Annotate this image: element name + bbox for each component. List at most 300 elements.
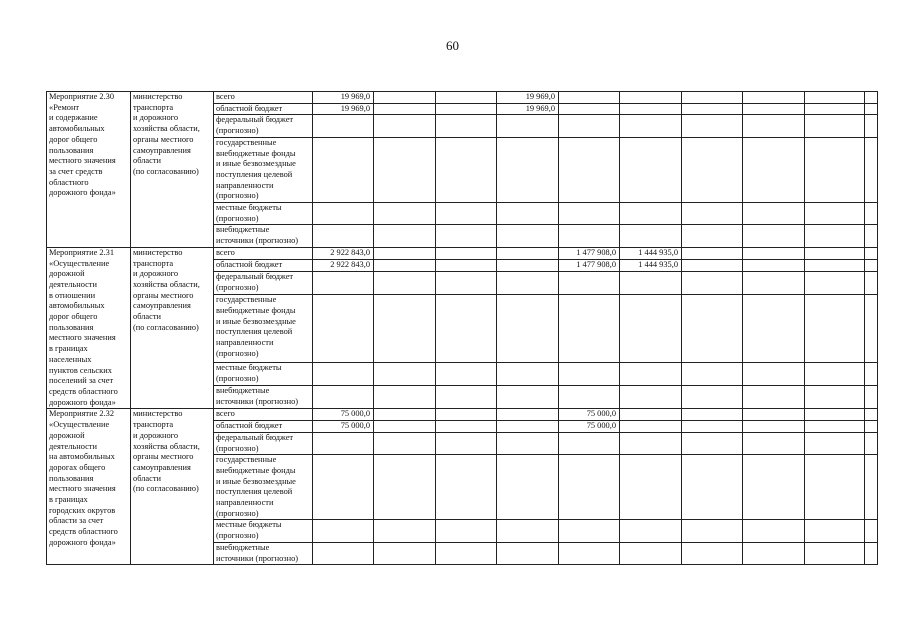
- value-cell-y2024: 75 000,0: [559, 409, 620, 421]
- value-cell-y2025: [620, 203, 682, 225]
- empty-cell: [865, 432, 878, 454]
- value-cell-y2025: [620, 432, 682, 454]
- value-cell-y2022: [436, 103, 497, 115]
- value-cell-y2025: [620, 421, 682, 433]
- empty-cell: [743, 520, 805, 542]
- funding-source-cell-line: областной бюджет: [216, 103, 283, 113]
- funding-source-cell-line: (прогнозно): [216, 126, 259, 136]
- empty-cell: [805, 103, 865, 115]
- event-name-cell-line: и содержание: [49, 113, 98, 123]
- empty-cell: [682, 520, 743, 542]
- event-name-cell-line: областного: [49, 177, 89, 187]
- value-cell-y2025: [620, 542, 682, 564]
- empty-cell: [865, 409, 878, 421]
- event-name-cell-line: средств областного: [49, 386, 118, 396]
- executor-cell-line: и дорожного: [133, 269, 179, 279]
- empty-cell: [805, 203, 865, 225]
- value-cell-y2022: [436, 409, 497, 421]
- event-name-cell-line: «Осуществление: [49, 420, 110, 430]
- event-name-cell-line: населенных: [49, 354, 92, 364]
- funding-source-cell: [214, 259, 313, 271]
- funding-source-cell: [214, 272, 313, 295]
- empty-cell: [682, 432, 743, 454]
- value-cell-y2022: [436, 115, 497, 137]
- funding-source-cell-line: государственные: [216, 137, 277, 147]
- empty-cell: [682, 92, 743, 104]
- table-row: [47, 247, 878, 259]
- executor-cell-line: самоуправления: [133, 301, 191, 311]
- value-cell-total: [313, 295, 374, 363]
- value-cell-y2022: [436, 203, 497, 225]
- funding-source-cell-line: федеральный бюджет: [216, 272, 294, 282]
- empty-cell: [682, 421, 743, 433]
- empty-cell: [805, 259, 865, 271]
- value-cell-y2021: [374, 92, 436, 104]
- value-cell-y2023: [497, 409, 559, 421]
- empty-cell: [743, 455, 805, 520]
- value-cell-y2023: [497, 203, 559, 225]
- empty-cell: [865, 272, 878, 295]
- funding-source-cell-line: государственные: [216, 455, 277, 465]
- funding-source-cell-line: внебюджетные фонды: [216, 306, 296, 316]
- funding-source-cell: [214, 295, 313, 363]
- event-name-cell: [47, 409, 131, 565]
- empty-cell: [682, 542, 743, 564]
- executor-cell-line: транспорта: [133, 420, 174, 430]
- executor-cell-line: транспорта: [133, 102, 174, 112]
- empty-cell: [865, 259, 878, 271]
- value-cell-total: 19 969,0: [313, 103, 374, 115]
- executor-cell-line: хозяйства области,: [133, 279, 200, 289]
- funding-source-cell-line: внебюджетные: [216, 386, 270, 396]
- executor-cell-line: и дорожного: [133, 430, 179, 440]
- value-cell-total: [313, 137, 374, 202]
- event-name-cell-line: пользования: [49, 145, 94, 155]
- value-cell-y2022: [436, 421, 497, 433]
- funding-source-cell-line: внебюджетные: [216, 542, 270, 552]
- executor-cell-line: области: [133, 312, 161, 322]
- empty-cell: [682, 455, 743, 520]
- value-cell-y2023: [497, 115, 559, 137]
- value-cell-y2023: [497, 520, 559, 542]
- event-name-cell-line: в границах: [49, 344, 88, 354]
- value-cell-y2024: [559, 92, 620, 104]
- value-cell-y2024: [559, 137, 620, 202]
- executor-cell-line: министерство: [133, 247, 183, 257]
- value-cell-y2024: [559, 520, 620, 542]
- funding-source-cell-line: (прогнозно): [216, 373, 259, 383]
- value-cell-y2023: [497, 421, 559, 433]
- funding-source-cell: [214, 520, 313, 542]
- value-cell-y2022: [436, 92, 497, 104]
- event-name-cell-line: в границах: [49, 495, 88, 505]
- executor-cell: [131, 247, 214, 409]
- value-cell-y2023: [497, 542, 559, 564]
- empty-cell: [865, 421, 878, 433]
- event-name-cell-line: Мероприятие 2.32: [49, 409, 115, 419]
- event-name-cell-line: области за счет: [49, 516, 104, 526]
- empty-cell: [743, 432, 805, 454]
- empty-cell: [743, 421, 805, 433]
- event-name-cell-line: дорог общего: [49, 134, 98, 144]
- executor-cell-line: транспорта: [133, 258, 174, 268]
- value-cell-total: [313, 272, 374, 295]
- empty-cell: [743, 542, 805, 564]
- funding-source-cell-line: всего: [216, 92, 235, 101]
- funding-source-cell-line: поступления целевой: [216, 169, 293, 179]
- funding-source-cell: [214, 225, 313, 247]
- funding-source-cell: [214, 92, 313, 104]
- value-cell-y2025: [620, 225, 682, 247]
- funding-source-cell-line: поступления целевой: [216, 327, 293, 337]
- value-cell-y2022: [436, 432, 497, 454]
- empty-cell: [743, 272, 805, 295]
- value-cell-total: [313, 432, 374, 454]
- empty-cell: [865, 520, 878, 542]
- empty-cell: [865, 137, 878, 202]
- funding-source-cell-line: (прогнозно): [216, 213, 259, 223]
- value-cell-y2022: [436, 542, 497, 564]
- value-cell-y2021: [374, 455, 436, 520]
- value-cell-y2024: [559, 295, 620, 363]
- funding-source-cell: [214, 137, 313, 202]
- executor-cell-line: (по согласованию): [133, 166, 199, 176]
- empty-cell: [682, 259, 743, 271]
- value-cell-y2021: [374, 432, 436, 454]
- value-cell-y2023: [497, 247, 559, 259]
- empty-cell: [805, 455, 865, 520]
- empty-cell: [865, 455, 878, 520]
- executor-cell: [131, 92, 214, 248]
- empty-cell: [865, 386, 878, 409]
- empty-cell: [865, 92, 878, 104]
- empty-cell: [743, 203, 805, 225]
- value-cell-y2023: [497, 362, 559, 385]
- value-cell-y2022: [436, 386, 497, 409]
- funding-source-cell-line: (прогнозно): [216, 348, 259, 358]
- empty-cell: [743, 103, 805, 115]
- event-name-cell-line: автомобильных: [49, 301, 105, 311]
- value-cell-y2025: [620, 115, 682, 137]
- executor-cell-line: области: [133, 156, 161, 166]
- funding-source-cell-line: областной бюджет: [216, 421, 283, 431]
- funding-source-cell-line: источники (прогнозно): [216, 236, 299, 246]
- funding-source-cell: [214, 203, 313, 225]
- event-name-cell-line: городских округов: [49, 505, 116, 515]
- value-cell-y2024: 75 000,0: [559, 421, 620, 433]
- funding-source-cell: [214, 421, 313, 433]
- empty-cell: [805, 520, 865, 542]
- funding-source-cell-line: внебюджетные фонды: [216, 148, 296, 158]
- empty-cell: [682, 137, 743, 202]
- executor-cell-line: министерство: [133, 92, 183, 101]
- empty-cell: [743, 386, 805, 409]
- funding-source-cell-line: (прогнозно): [216, 191, 259, 201]
- empty-cell: [743, 137, 805, 202]
- event-name-cell-line: Мероприятие 2.31: [49, 247, 115, 257]
- value-cell-y2024: [559, 272, 620, 295]
- empty-cell: [805, 272, 865, 295]
- value-cell-total: 2 922 843,0: [313, 247, 374, 259]
- value-cell-y2022: [436, 137, 497, 202]
- empty-cell: [743, 409, 805, 421]
- funding-source-cell: [214, 103, 313, 115]
- event-name-cell-line: автомобильных: [49, 124, 105, 134]
- funding-source-cell-line: федеральный бюджет: [216, 432, 294, 442]
- value-cell-y2025: [620, 92, 682, 104]
- value-cell-y2022: [436, 225, 497, 247]
- empty-cell: [805, 295, 865, 363]
- value-cell-y2024: [559, 362, 620, 385]
- event-name-cell-line: дорожной: [49, 269, 85, 279]
- value-cell-y2023: [497, 225, 559, 247]
- empty-cell: [743, 295, 805, 363]
- executor-cell-line: и дорожного: [133, 113, 179, 123]
- empty-cell: [865, 115, 878, 137]
- empty-cell: [682, 409, 743, 421]
- executor-cell: [131, 409, 214, 565]
- value-cell-y2024: [559, 432, 620, 454]
- funding-source-cell-line: направленности: [216, 180, 274, 190]
- funding-source-cell-line: источники (прогнозно): [216, 553, 299, 563]
- event-name-cell: [47, 92, 131, 248]
- value-cell-y2025: [620, 386, 682, 409]
- event-name-cell-line: поселений за счет: [49, 376, 114, 386]
- event-name-cell-line: деятельности: [49, 279, 97, 289]
- empty-cell: [865, 247, 878, 259]
- funding-source-cell-line: направленности: [216, 498, 274, 508]
- event-name-cell-line: пунктов сельских: [49, 365, 112, 375]
- empty-cell: [805, 432, 865, 454]
- funding-source-cell: [214, 386, 313, 409]
- funding-source-cell-line: (прогнозно): [216, 282, 259, 292]
- value-cell-y2023: [497, 386, 559, 409]
- value-cell-y2021: [374, 259, 436, 271]
- value-cell-total: [313, 203, 374, 225]
- event-name-cell-line: в отношении: [49, 290, 96, 300]
- value-cell-y2023: [497, 272, 559, 295]
- empty-cell: [743, 115, 805, 137]
- value-cell-y2021: [374, 247, 436, 259]
- event-name-cell-line: дорожного фонда»: [49, 537, 116, 547]
- funding-source-cell-line: и иные безвозмездные: [216, 476, 296, 486]
- value-cell-y2021: [374, 362, 436, 385]
- value-cell-y2024: [559, 203, 620, 225]
- empty-cell: [865, 203, 878, 225]
- value-cell-y2024: 1 477 908,0: [559, 259, 620, 271]
- event-name-cell: [47, 247, 131, 409]
- funding-source-cell: [214, 362, 313, 385]
- value-cell-y2021: [374, 421, 436, 433]
- value-cell-y2024: [559, 542, 620, 564]
- event-name-cell-line: деятельности: [49, 441, 97, 451]
- event-name-cell-line: пользования: [49, 322, 94, 332]
- event-name-cell-line: дорог общего: [49, 312, 98, 322]
- empty-cell: [743, 247, 805, 259]
- funding-source-cell-line: местные бюджеты: [216, 362, 282, 372]
- value-cell-y2025: 1 444 935,0: [620, 259, 682, 271]
- funding-source-cell: [214, 542, 313, 564]
- value-cell-y2023: 19 969,0: [497, 103, 559, 115]
- empty-cell: [682, 362, 743, 385]
- executor-cell-line: органы местного: [133, 290, 194, 300]
- funding-source-cell-line: (прогнозно): [216, 443, 259, 453]
- funding-source-cell: [214, 247, 313, 259]
- empty-cell: [682, 272, 743, 295]
- value-cell-y2022: [436, 259, 497, 271]
- funding-source-cell-line: и иные безвозмездные: [216, 316, 296, 326]
- empty-cell: [743, 225, 805, 247]
- value-cell-y2021: [374, 542, 436, 564]
- value-cell-y2021: [374, 520, 436, 542]
- funding-source-cell-line: внебюджетные: [216, 225, 270, 235]
- event-name-cell-line: дорожного фонда»: [49, 397, 116, 407]
- empty-cell: [865, 103, 878, 115]
- event-name-cell-line: местного значения: [49, 484, 116, 494]
- empty-cell: [865, 362, 878, 385]
- funding-source-cell-line: местные бюджеты: [216, 520, 282, 530]
- empty-cell: [682, 295, 743, 363]
- page-number: 60: [446, 38, 459, 53]
- empty-cell: [805, 542, 865, 564]
- event-name-cell-line: «Ремонт: [49, 102, 80, 112]
- empty-cell: [682, 225, 743, 247]
- empty-cell: [805, 92, 865, 104]
- value-cell-y2024: [559, 225, 620, 247]
- value-cell-y2025: 1 444 935,0: [620, 247, 682, 259]
- value-cell-y2023: [497, 295, 559, 363]
- event-name-cell-line: средств областного: [49, 527, 118, 537]
- executor-cell-line: (по согласованию): [133, 484, 199, 494]
- table-row: [47, 409, 878, 421]
- funding-source-cell-line: источники (прогнозно): [216, 396, 299, 406]
- executor-cell-line: органы местного: [133, 134, 194, 144]
- event-name-cell-line: «Осуществление: [49, 258, 110, 268]
- value-cell-y2022: [436, 362, 497, 385]
- executor-cell-line: самоуправления: [133, 145, 191, 155]
- empty-cell: [805, 247, 865, 259]
- value-cell-total: 2 922 843,0: [313, 259, 374, 271]
- funding-source-cell-line: всего: [216, 409, 235, 419]
- funding-source-cell: [214, 409, 313, 421]
- value-cell-total: [313, 362, 374, 385]
- value-cell-y2024: [559, 455, 620, 520]
- funding-source-cell: [214, 115, 313, 137]
- value-cell-y2023: 19 969,0: [497, 92, 559, 104]
- funding-source-cell-line: (прогнозно): [216, 531, 259, 541]
- funding-source-cell: [214, 432, 313, 454]
- funding-source-cell-line: внебюджетные фонды: [216, 465, 296, 475]
- value-cell-y2021: [374, 409, 436, 421]
- value-cell-y2023: [497, 259, 559, 271]
- empty-cell: [805, 409, 865, 421]
- event-name-cell-line: за счет средств: [49, 166, 103, 176]
- empty-cell: [805, 225, 865, 247]
- value-cell-y2023: [497, 137, 559, 202]
- funding-source-cell-line: и иные безвозмездные: [216, 159, 296, 169]
- event-name-cell-line: пользования: [49, 473, 94, 483]
- empty-cell: [805, 421, 865, 433]
- empty-cell: [805, 362, 865, 385]
- event-name-cell-line: местного значения: [49, 156, 116, 166]
- empty-cell: [805, 386, 865, 409]
- value-cell-y2021: [374, 272, 436, 295]
- value-cell-y2025: [620, 362, 682, 385]
- empty-cell: [682, 203, 743, 225]
- value-cell-y2022: [436, 295, 497, 363]
- empty-cell: [682, 115, 743, 137]
- table-body: [47, 92, 878, 565]
- executor-cell-line: самоуправления: [133, 462, 191, 472]
- executor-cell-line: хозяйства области,: [133, 124, 200, 134]
- value-cell-y2024: [559, 115, 620, 137]
- value-cell-y2021: [374, 386, 436, 409]
- value-cell-y2025: [620, 272, 682, 295]
- funding-source-cell-line: федеральный бюджет: [216, 115, 294, 125]
- value-cell-y2021: [374, 115, 436, 137]
- value-cell-y2021: [374, 203, 436, 225]
- value-cell-y2021: [374, 295, 436, 363]
- value-cell-y2022: [436, 520, 497, 542]
- value-cell-total: [313, 542, 374, 564]
- funding-source-cell-line: государственные: [216, 295, 277, 305]
- value-cell-y2025: [620, 409, 682, 421]
- value-cell-total: [313, 455, 374, 520]
- value-cell-y2025: [620, 137, 682, 202]
- empty-cell: [865, 295, 878, 363]
- empty-cell: [865, 542, 878, 564]
- value-cell-y2021: [374, 137, 436, 202]
- empty-cell: [743, 259, 805, 271]
- value-cell-total: 19 969,0: [313, 92, 374, 104]
- event-name-cell-line: Мероприятие 2.30: [49, 92, 115, 101]
- value-cell-y2024: 1 477 908,0: [559, 247, 620, 259]
- value-cell-total: 75 000,0: [313, 421, 374, 433]
- funding-source-cell: [214, 455, 313, 520]
- funding-source-cell-line: всего: [216, 247, 235, 257]
- value-cell-y2022: [436, 272, 497, 295]
- funding-source-cell-line: (прогнозно): [216, 508, 259, 518]
- empty-cell: [865, 225, 878, 247]
- value-cell-y2022: [436, 247, 497, 259]
- value-cell-y2024: [559, 386, 620, 409]
- executor-cell-line: министерство: [133, 409, 183, 419]
- executor-cell-line: хозяйства области,: [133, 441, 200, 451]
- value-cell-y2023: [497, 432, 559, 454]
- empty-cell: [743, 92, 805, 104]
- value-cell-y2024: [559, 103, 620, 115]
- empty-cell: [805, 137, 865, 202]
- empty-cell: [682, 247, 743, 259]
- value-cell-y2023: [497, 455, 559, 520]
- event-name-cell-line: дорожного фонда»: [49, 188, 116, 198]
- value-cell-y2021: [374, 225, 436, 247]
- funding-source-cell-line: местные бюджеты: [216, 203, 282, 213]
- executor-cell-line: органы местного: [133, 452, 194, 462]
- value-cell-total: [313, 225, 374, 247]
- funding-source-cell-line: областной бюджет: [216, 259, 283, 269]
- value-cell-total: 75 000,0: [313, 409, 374, 421]
- value-cell-total: [313, 115, 374, 137]
- value-cell-total: [313, 520, 374, 542]
- value-cell-y2021: [374, 103, 436, 115]
- value-cell-y2025: [620, 455, 682, 520]
- value-cell-y2025: [620, 103, 682, 115]
- event-name-cell-line: местного значения: [49, 333, 116, 343]
- empty-cell: [682, 103, 743, 115]
- executor-cell-line: (по согласованию): [133, 322, 199, 332]
- table-row: [47, 92, 878, 104]
